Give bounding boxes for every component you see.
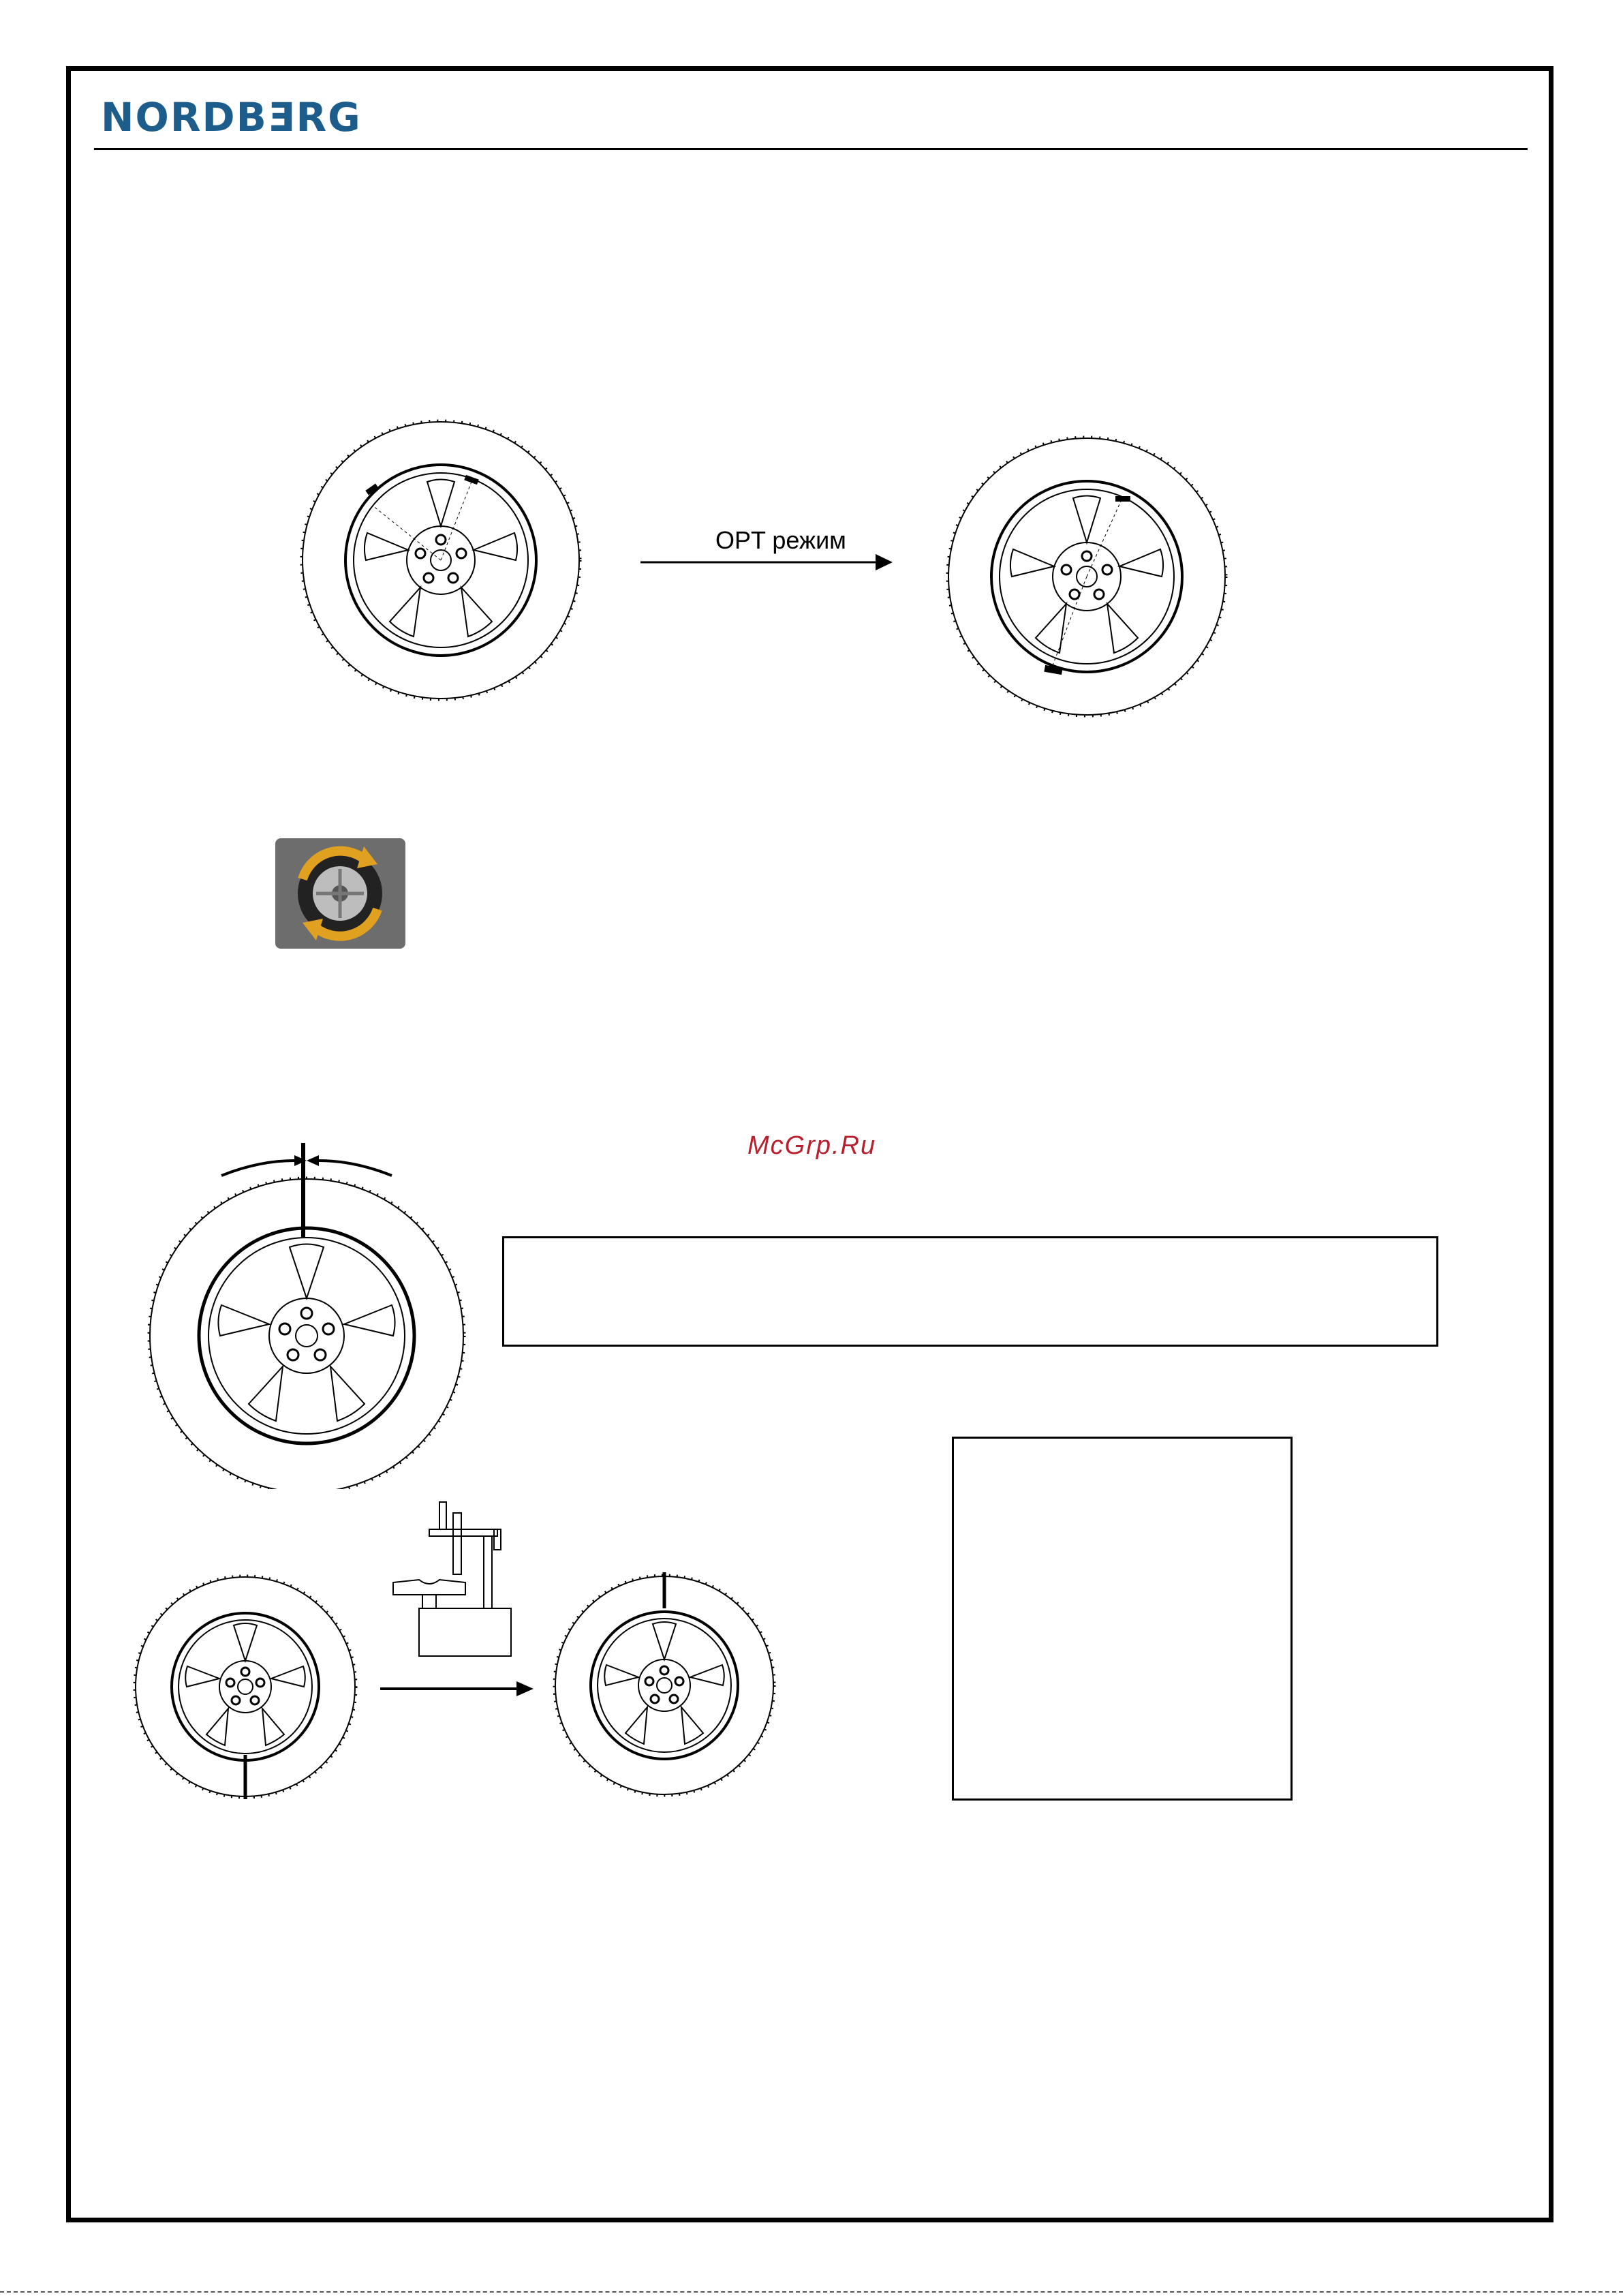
balancer-arrow (380, 1679, 534, 1699)
watermark: McGrp.Ru (747, 1131, 877, 1160)
opt-mode-button[interactable] (275, 838, 405, 949)
wheel-after-opt (944, 433, 1230, 720)
tyre-changer-machine (392, 1499, 521, 1690)
opt-wheel-rotate-icon (275, 838, 405, 949)
opt-mode-label: OPT режим (715, 526, 846, 554)
page-cut-line (0, 2291, 1623, 2294)
info-box (952, 1437, 1293, 1801)
header-divider (94, 148, 1528, 150)
wheel-valve-top (143, 1142, 470, 1489)
nordberg-logo: NORDBƎRG (101, 94, 362, 140)
wheel-before-opt (298, 417, 584, 703)
opt-arrow (640, 552, 893, 572)
wheel-valve-bottom (133, 1571, 358, 1809)
wheel-valve-top-result (552, 1571, 777, 1803)
message-box (502, 1236, 1438, 1347)
